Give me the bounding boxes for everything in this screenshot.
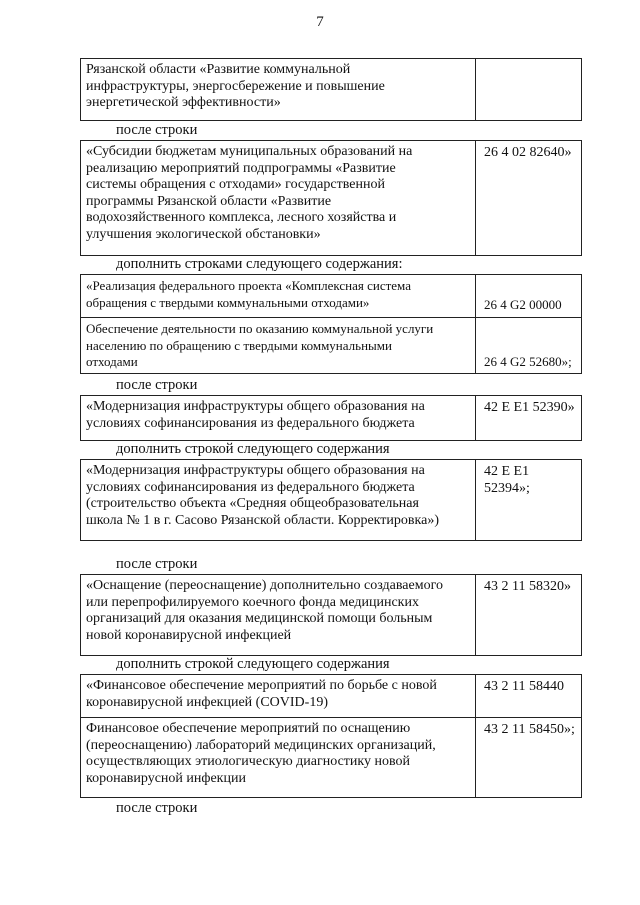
table-row bbox=[81, 141, 581, 255]
instruction-note: после строки bbox=[116, 556, 198, 572]
budget-table bbox=[80, 674, 582, 798]
instruction-note: после строки bbox=[116, 377, 198, 393]
row-code bbox=[476, 318, 581, 373]
budget-table bbox=[80, 459, 582, 541]
table-row bbox=[81, 59, 581, 120]
row-code: 43 2 11 58320» bbox=[484, 579, 571, 594]
row-description: «Финансовое обеспечение мероприятий по борьбе с новой коронавирусной инфекцией (COVID-19) bbox=[81, 675, 476, 717]
instruction-note: дополнить строками следующего содержания: bbox=[116, 256, 403, 272]
table-row bbox=[81, 717, 581, 797]
table-row bbox=[81, 675, 581, 717]
row-description: «Оснащение (переоснащение) дополнительно создаваемого или перепрофилируемого коечного фонда медицинских организаций для оказания медицинской помощи больным новой коронавирусной инфекцией bbox=[81, 575, 476, 655]
instruction-note: после строки bbox=[116, 122, 198, 138]
row-code bbox=[476, 59, 581, 120]
table-row bbox=[81, 396, 581, 440]
budget-table bbox=[80, 274, 582, 374]
row-code: 42 E E1 52390» bbox=[484, 400, 575, 415]
row-code: 43 2 11 58440 bbox=[484, 679, 564, 694]
row-code: 42 E E1 52394»; bbox=[484, 464, 530, 496]
budget-table bbox=[80, 58, 582, 121]
row-description: Рязанской области «Развитие коммунальной инфраструктуры, энергосбережение и повышение энергетической эффективности» bbox=[81, 59, 476, 120]
table-row bbox=[81, 317, 581, 373]
row-code: 43 2 11 58450»; bbox=[484, 722, 575, 737]
row-code-text: 26 4 G2 00000 bbox=[484, 297, 562, 312]
row-description: Обеспечение деятельности по оказанию коммунальной услуги населению по обращению с твердыми коммунальными отходами bbox=[81, 318, 476, 373]
row-description: «Реализация федерального проекта «Комплексная система обращения с твердыми коммунальными отходами» bbox=[81, 275, 476, 317]
budget-table bbox=[80, 395, 582, 441]
budget-table bbox=[80, 574, 582, 656]
page-number: 7 bbox=[316, 14, 324, 30]
table-row bbox=[81, 460, 581, 540]
row-code bbox=[476, 275, 581, 317]
row-description: «Модернизация инфраструктуры общего образования на условиях софинансирования из федерального бюджета (строительство объекта «Средняя общеобразовательная школа № 1 в г. Сасово Рязанской области. Корректировка») bbox=[81, 460, 476, 540]
table-row bbox=[81, 275, 581, 317]
instruction-note: после строки bbox=[116, 800, 198, 816]
row-description: Финансовое обеспечение мероприятий по оснащению (переоснащению) лабораторий медицинских организаций, осуществляющих этиологическую диагностику новой коронавирусной инфекции bbox=[81, 718, 476, 797]
budget-table bbox=[80, 140, 582, 256]
row-description: «Модернизация инфраструктуры общего образования на условиях софинансирования из федерального бюджета bbox=[81, 396, 476, 440]
row-code: 26 4 02 82640» bbox=[484, 145, 572, 160]
row-description: «Субсидии бюджетам муниципальных образований на реализацию мероприятий подпрограммы «Развитие системы обращения с отходами» государственной программы Рязанской области «Развитие водохозяйственного комплекса, лесного хозяйства и улучшения экологической обстановки» bbox=[81, 141, 476, 255]
row-code-text: 26 4 G2 52680»; bbox=[484, 353, 572, 369]
instruction-note: дополнить строкой следующего содержания bbox=[116, 441, 390, 457]
table-row bbox=[81, 575, 581, 655]
instruction-note: дополнить строкой следующего содержания bbox=[116, 656, 390, 672]
